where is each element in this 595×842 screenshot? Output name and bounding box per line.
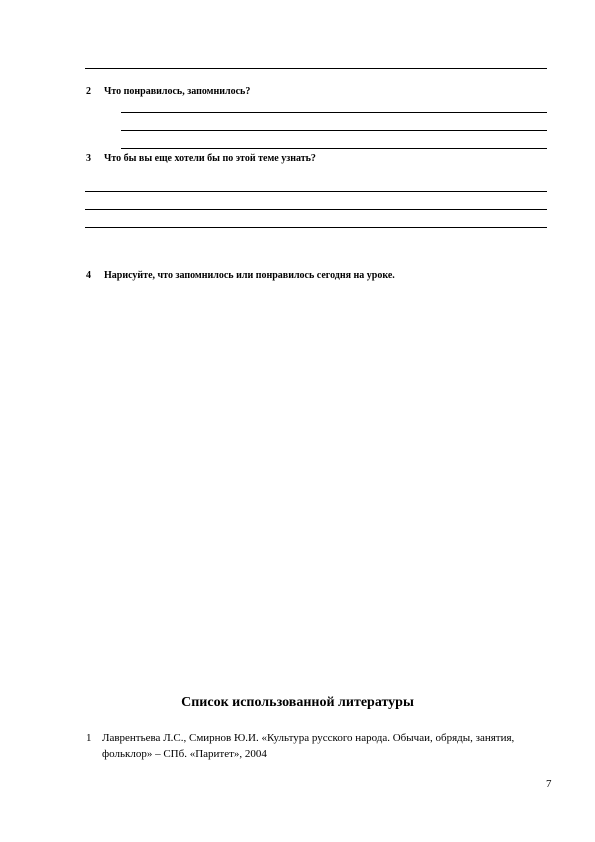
- bibliography-item-number: 1: [86, 732, 92, 744]
- bibliography-heading: Список использованной литературы: [181, 695, 414, 710]
- answer-line: [121, 148, 547, 149]
- answer-line: [85, 209, 547, 210]
- answer-line: [85, 68, 547, 69]
- question-text: Нарисуйте, что запомнилось или понравилось сегодня на уроке.: [104, 270, 395, 281]
- question-text: Что бы вы еще хотели бы по этой теме узнать?: [104, 153, 316, 164]
- question-number: 2: [86, 86, 91, 97]
- page-number: 7: [546, 778, 552, 790]
- bibliography-item-text: Лаврентьева Л.С., Смирнов Ю.И. «Культура русского народа. Обычаи, обряды, занятия, фольклор» – СПб. «Паритет», 2004: [102, 732, 515, 760]
- answer-line: [121, 130, 547, 131]
- answer-line: [85, 227, 547, 228]
- answer-line: [121, 112, 547, 113]
- question-text: Что понравилось, запомнилось?: [104, 86, 251, 97]
- answer-line: [85, 191, 547, 192]
- question-number: 4: [86, 270, 91, 281]
- question-number: 3: [86, 153, 91, 164]
- bibliography-item: [86, 730, 526, 762]
